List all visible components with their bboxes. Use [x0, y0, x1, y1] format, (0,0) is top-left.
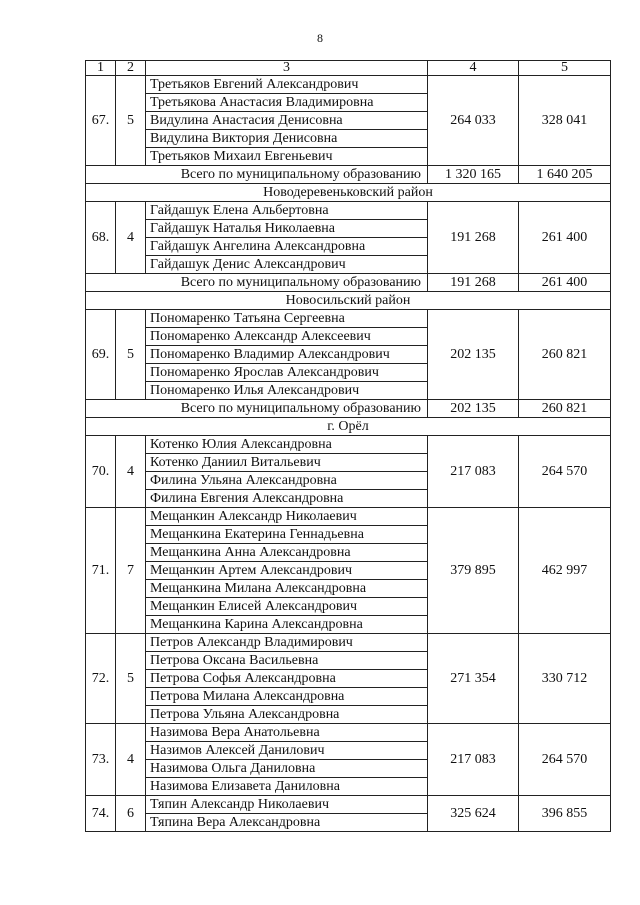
total-col5: 1 640 205: [519, 166, 611, 184]
person-name: Гайдашук Денис Александрович: [146, 256, 428, 274]
person-name: Назимов Алексей Данилович: [146, 742, 428, 760]
total-col4: 1 320 165: [428, 166, 519, 184]
person-row: [86, 634, 611, 652]
header-cell-3: 3: [146, 61, 428, 76]
total-col4: 202 135: [428, 400, 519, 418]
amount-col4: 217 083: [428, 436, 519, 508]
person-row: [86, 76, 611, 94]
person-name: Пономаренко Александр Алексеевич: [146, 328, 428, 346]
amount-col5: 264 570: [519, 724, 611, 796]
person-name: Мещанкина Екатерина Геннадьевна: [146, 526, 428, 544]
district-row: [86, 418, 611, 436]
amount-col5: 330 712: [519, 634, 611, 724]
row-number: 73.: [86, 724, 116, 796]
total-label: Всего по муниципальному образованию: [86, 274, 428, 292]
header-cell-2: 2: [116, 61, 146, 76]
person-name: Котенко Даниил Витальевич: [146, 454, 428, 472]
total-col5: 260 821: [519, 400, 611, 418]
person-row: [86, 436, 611, 454]
amount-col5: 396 855: [519, 796, 611, 832]
person-name: Пономаренко Ярослав Александрович: [146, 364, 428, 382]
amount-col4: 271 354: [428, 634, 519, 724]
district-row: [86, 292, 611, 310]
row-number: 71.: [86, 508, 116, 634]
person-name: Мещанкин Александр Николаевич: [146, 508, 428, 526]
total-label: Всего по муниципальному образованию: [86, 166, 428, 184]
person-name: Пономаренко Владимир Александрович: [146, 346, 428, 364]
person-name: Третьяков Михаил Евгеньевич: [146, 148, 428, 166]
family-size: 5: [116, 76, 146, 166]
person-name: Видулина Анастасия Денисовна: [146, 112, 428, 130]
amount-col5: 462 997: [519, 508, 611, 634]
header-cell-1: 1: [86, 61, 116, 76]
person-name: Филина Евгения Александровна: [146, 490, 428, 508]
person-name: Гайдашук Ангелина Александровна: [146, 238, 428, 256]
person-name: Петрова Оксана Васильевна: [146, 652, 428, 670]
person-name: Тяпина Вера Александровна: [146, 814, 428, 832]
person-name: Назимова Ольга Даниловна: [146, 760, 428, 778]
amount-col4: 217 083: [428, 724, 519, 796]
family-size: 4: [116, 436, 146, 508]
person-name: Видулина Виктория Денисовна: [146, 130, 428, 148]
amount-col5: 264 570: [519, 436, 611, 508]
person-name: Петров Александр Владимирович: [146, 634, 428, 652]
row-number: 67.: [86, 76, 116, 166]
person-name: Петрова Ульяна Александровна: [146, 706, 428, 724]
total-row: [86, 166, 611, 184]
page-number: 8: [317, 31, 323, 45]
amount-col4: 379 895: [428, 508, 519, 634]
row-number: 72.: [86, 634, 116, 724]
header-cell-5: 5: [519, 61, 611, 76]
recipients-table: [85, 60, 611, 832]
header-cell-4: 4: [428, 61, 519, 76]
person-name: Назимова Елизавета Даниловна: [146, 778, 428, 796]
row-number: 70.: [86, 436, 116, 508]
header-row: [86, 61, 611, 76]
family-size: 7: [116, 508, 146, 634]
table-body: [86, 61, 611, 832]
person-row: [86, 724, 611, 742]
total-col4: 191 268: [428, 274, 519, 292]
total-col5: 261 400: [519, 274, 611, 292]
row-number: 69.: [86, 310, 116, 400]
person-name: Третьякова Анастасия Владимировна: [146, 94, 428, 112]
person-name: Гайдашук Елена Альбертовна: [146, 202, 428, 220]
district-name: г. Орёл: [86, 418, 611, 436]
person-name: Тяпин Александр Николаевич: [146, 796, 428, 814]
person-name: Мещанкина Анна Александровна: [146, 544, 428, 562]
person-row: [86, 796, 611, 814]
amount-col5: 328 041: [519, 76, 611, 166]
row-number: 68.: [86, 202, 116, 274]
person-name: Мещанкин Артем Александрович: [146, 562, 428, 580]
person-row: [86, 310, 611, 328]
person-name: Петрова Милана Александровна: [146, 688, 428, 706]
district-name: Новодеревеньковский район: [86, 184, 611, 202]
person-row: [86, 202, 611, 220]
person-row: [86, 508, 611, 526]
person-name: Гайдашук Наталья Николаевна: [146, 220, 428, 238]
family-size: 5: [116, 634, 146, 724]
family-size: 6: [116, 796, 146, 832]
family-size: 4: [116, 202, 146, 274]
family-size: 5: [116, 310, 146, 400]
total-row: [86, 400, 611, 418]
person-name: Третьяков Евгений Александрович: [146, 76, 428, 94]
amount-col4: 202 135: [428, 310, 519, 400]
amount-col5: 260 821: [519, 310, 611, 400]
total-row: [86, 274, 611, 292]
person-name: Мещанкина Милана Александровна: [146, 580, 428, 598]
district-row: [86, 184, 611, 202]
person-name: Петрова Софья Александровна: [146, 670, 428, 688]
amount-col4: 191 268: [428, 202, 519, 274]
person-name: Назимова Вера Анатольевна: [146, 724, 428, 742]
amount-col4: 325 624: [428, 796, 519, 832]
person-name: Пономаренко Татьяна Сергеевна: [146, 310, 428, 328]
row-number: 74.: [86, 796, 116, 832]
person-name: Мещанкина Карина Александровна: [146, 616, 428, 634]
person-name: Филина Ульяна Александровна: [146, 472, 428, 490]
amount-col4: 264 033: [428, 76, 519, 166]
person-name: Мещанкин Елисей Александрович: [146, 598, 428, 616]
person-name: Пономаренко Илья Александрович: [146, 382, 428, 400]
family-size: 4: [116, 724, 146, 796]
amount-col5: 261 400: [519, 202, 611, 274]
total-label: Всего по муниципальному образованию: [86, 400, 428, 418]
district-name: Новосильский район: [86, 292, 611, 310]
person-name: Котенко Юлия Александровна: [146, 436, 428, 454]
